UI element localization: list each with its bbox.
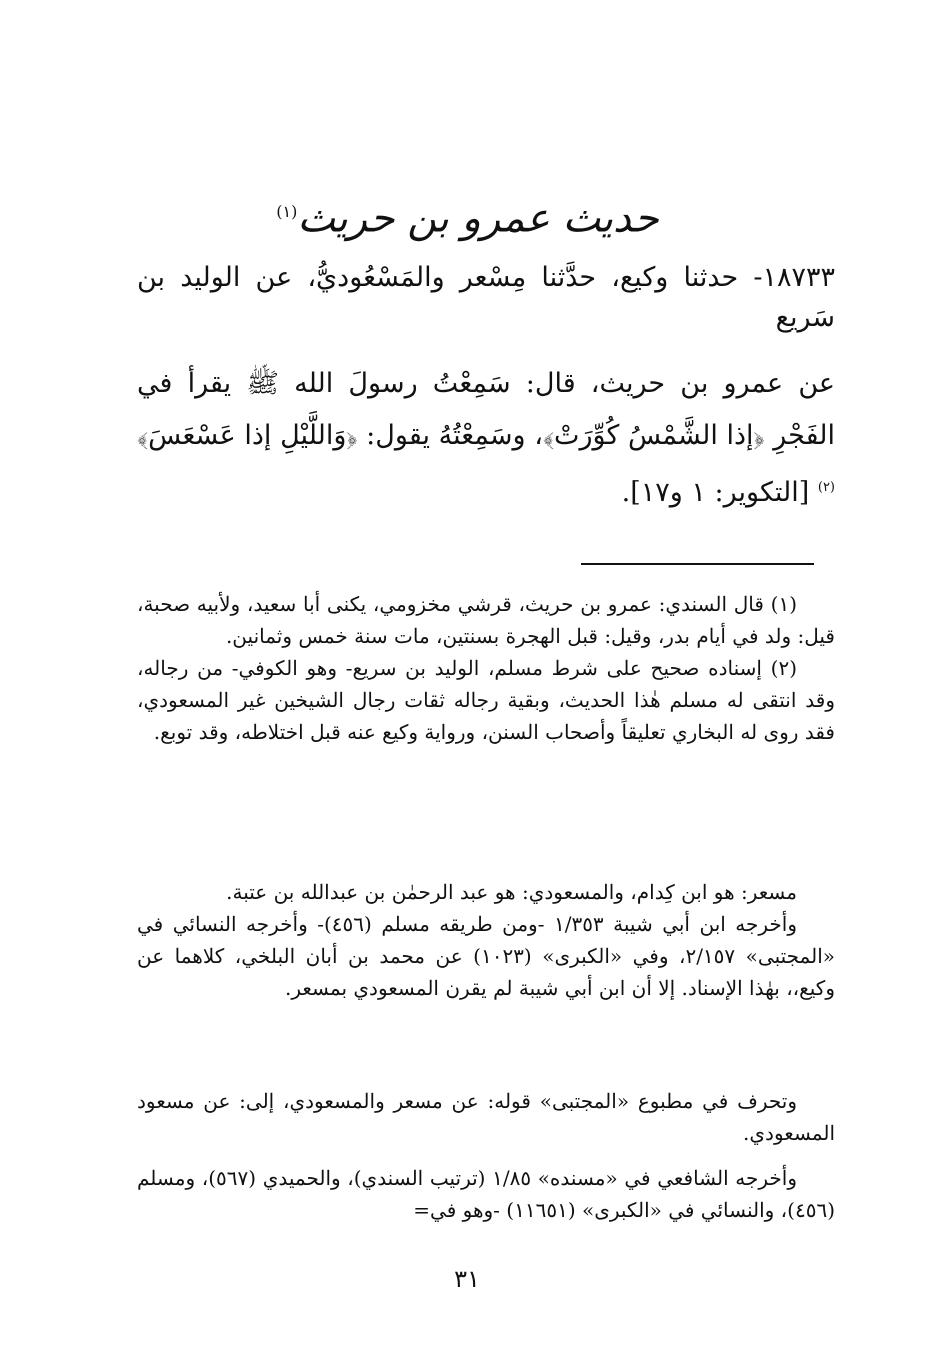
hadith-body: عن عمرو بن حريث، قال: سَمِعْتُ رسولَ الله ﷺ يقرأ في الفَجْرِ ﴿إذا الشَّمْسُ كُوِّرَتْ﴾، وسَمِعْتُهُ يقول: ﴿وَاللَّيْلِ إذا عَسْعَسَ﴾: [137, 368, 835, 451]
footnote-1: (١) قال السندي: عمرو بن حريث، قرشي مخزومي، يكنى أبا سعيد، ولأبيه صحبة، قيل: ولد في أيام بدر، وقيل: قبل الهجرة بسنتين، مات سنة خمس وثمانين.: [137, 592, 835, 648]
footnote-2-more-sources: وأخرجه الشافعي في «مسنده» ١/٨٥ (ترتيب السندي)، والحميدي (٥٦٧)، ومسلم (٤٥٦)، والنسائي في «الكبرى» (١١٦٥١) -وهو في=: [137, 1166, 835, 1222]
hadith-note-ref: (٢): [817, 480, 835, 495]
hadith-chain: ١٨٧٣٣- حدثنا وكيع، حدَّثنا مِسْعر والمَسْعُوديُّ، عن الوليد بن سَريع: [137, 262, 835, 333]
footnotes-end: [137, 1162, 835, 1226]
chapter-title-note: (١): [276, 202, 298, 221]
hadith-text: [137, 358, 835, 519]
footnote-2-sources: وأخرجه ابن أبي شيبة ١/٣٥٣ -ومن طريقه مسلم (٤٥٦)- وأخرجه النسائي في «المجتبى» ٢/١٥٧، وفي «الكبرى» (١٠٢٣) عن محمد بن أبان البلخي، كلاهما عن وكيع،، بهٰذا الإسناد. إلا أن ابن أبي شيبة لم يقرن المسعودي بمسعر.: [137, 912, 836, 1000]
footnotes-lower: [137, 1085, 835, 1149]
chapter-title-text: حديث عمرو بن حريث: [297, 195, 659, 242]
page-number: ٣١: [454, 1265, 480, 1293]
chapter-title: [200, 182, 735, 248]
hadith-citation: [التكوير: ١ و١٧].: [621, 477, 818, 508]
footnotes-upper: [137, 588, 835, 748]
footnotes-middle: [137, 876, 835, 1004]
footnote-2: (٢) إسناده صحيح على شرط مسلم، الوليد بن سريع- وهو الكوفي- من رجاله، وقد انتقى له مسلم هٰذا الحديث، وبقية رجاله ثقات رجال الشيخين غير المسعودي، فقد روى له البخاري تعليقاً وأصحاب السنن، ورواية وكيع عنه قبل اختلاطه، وقد توبع.: [137, 656, 835, 744]
footnote-divider: [581, 563, 814, 565]
footnote-2-narrators: مسعر: هو ابن كِدام، والمسعودي: هو عبد الرحمٰن بن عبدالله بن عتبة.: [226, 880, 797, 904]
footnote-2-correction: وتحرف في مطبوع «المجتبى» قوله: عن مسعر والمسعودي، إلى: عن مسعود المسعودي.: [137, 1089, 835, 1145]
